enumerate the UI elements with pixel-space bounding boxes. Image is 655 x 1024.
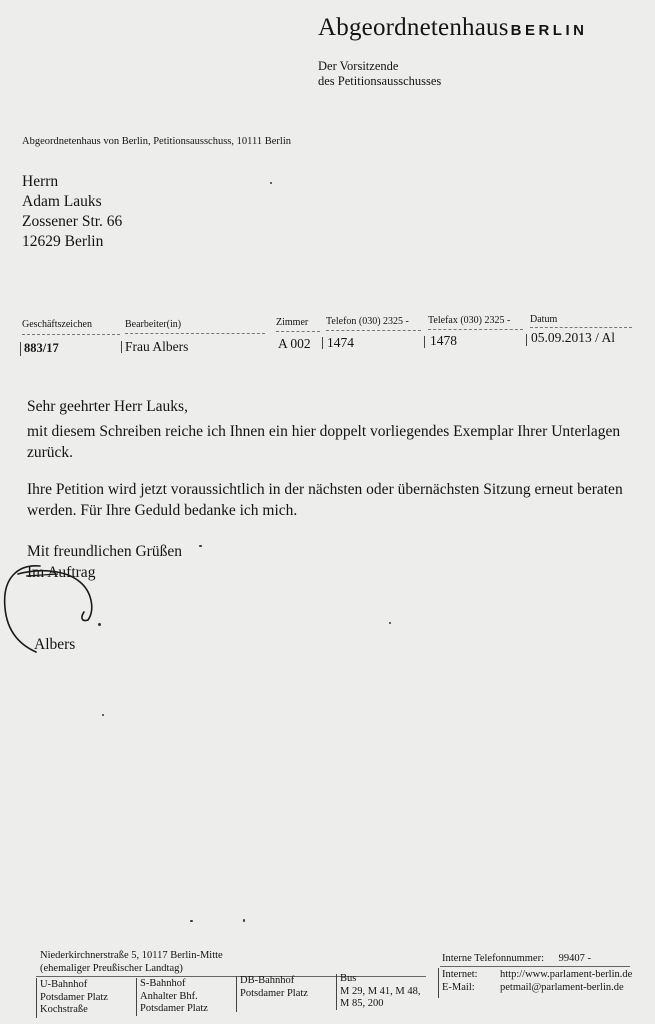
email-label: E-Mail: xyxy=(442,981,475,993)
transit-line: M 85, 200 xyxy=(340,998,384,1009)
ref-underline-fax xyxy=(428,329,523,330)
ref-value-room: A 002 xyxy=(278,336,311,351)
ref-divider xyxy=(20,342,21,356)
footer-address-line-2: (ehemaliger Preußischer Landtag) xyxy=(40,962,183,974)
recipient-name: Adam Lauks xyxy=(22,193,102,210)
brand-name: Abgeordnetenhaus xyxy=(318,14,509,41)
footer-rule xyxy=(440,966,630,967)
transit-title: DB-Bahnhof xyxy=(240,975,295,986)
letter-on-behalf: Im Auftrag xyxy=(27,564,96,581)
internet-link[interactable]: http://www.parlament-berlin.de xyxy=(500,969,633,980)
ref-value-file-no: 883/17 xyxy=(24,341,59,355)
scan-speck xyxy=(389,622,391,624)
footer-divider xyxy=(36,978,37,1018)
ref-header-room: Zimmer xyxy=(276,317,309,328)
footer-contact xyxy=(442,969,632,994)
recipient-street: Zossener Str. 66 xyxy=(22,213,123,230)
ref-value-phone: 1474 xyxy=(327,335,354,350)
ref-value-date: 05.09.2013 / Al xyxy=(531,330,616,345)
ref-header-phone: Telefon (030) 2325 - xyxy=(326,316,409,327)
brand-city: BERLIN xyxy=(510,22,588,39)
ref-value-clerk: Frau Albers xyxy=(125,339,189,354)
ref-underline-phone xyxy=(326,330,421,331)
ref-underline-date xyxy=(530,327,632,328)
ref-divider xyxy=(322,337,323,349)
ref-underline-file-no xyxy=(22,334,120,335)
office-line-1: Der Vorsitzende xyxy=(318,59,399,73)
ref-header-fax: Telefax (030) 2325 - xyxy=(428,315,511,326)
letter-signer: Albers xyxy=(34,636,76,653)
footer-transit-db-bahn xyxy=(240,975,308,1000)
internal-phone-value: 99407 - xyxy=(558,953,591,964)
ref-underline-room xyxy=(276,331,320,332)
footer-internal-phone xyxy=(442,953,591,966)
footer-address xyxy=(40,950,223,975)
letterhead-brand xyxy=(318,14,587,42)
ref-header-date: Datum xyxy=(530,314,558,325)
letter-paragraph-1: mit diesem Schreiben reiche ich Ihnen ein hier doppelt vorliegendes Exemplar Ihrer Unterlagen zurück. xyxy=(27,423,621,461)
scan-speck xyxy=(199,545,202,547)
letter-greeting: Sehr geehrter Herr Lauks, xyxy=(27,398,188,415)
ref-header-file-no: Geschäftszeichen xyxy=(22,319,92,330)
scan-speck xyxy=(190,920,193,922)
footer-transit-s-bahn xyxy=(140,978,208,1016)
recipient-address xyxy=(22,172,122,252)
ref-divider xyxy=(424,336,425,348)
sender-line: Abgeordnetenhaus von Berlin, Petitionsausschuss, 10111 Berlin xyxy=(22,136,291,147)
scan-speck xyxy=(102,714,104,716)
transit-line: M 29, M 41, M 48, xyxy=(340,985,421,997)
scan-speck xyxy=(270,182,272,184)
office-block xyxy=(318,59,441,89)
footer-transit-u-bahn xyxy=(40,979,108,1017)
internet-label: Internet: xyxy=(442,969,478,980)
ref-value-fax: 1478 xyxy=(430,333,457,348)
footer-divider xyxy=(136,978,137,1016)
transit-line: Potsdamer Platz xyxy=(240,987,308,999)
transit-title: S-Bahnhof xyxy=(140,978,186,989)
ref-header-clerk: Bearbeiter(in) xyxy=(125,319,182,330)
transit-line: Potsdamer Platz xyxy=(40,991,108,1003)
transit-title: U-Bahnhof xyxy=(40,979,88,990)
letter-closing: Mit freundlichen Grüßen xyxy=(27,543,182,560)
ref-underline-clerk xyxy=(125,333,265,334)
recipient-salutation: Herrn xyxy=(22,173,59,190)
footer-divider xyxy=(336,974,337,1010)
footer-divider xyxy=(438,968,439,998)
email-link[interactable]: petmail@parlament-berlin.de xyxy=(500,981,624,993)
transit-line: Kochstraße xyxy=(40,1004,88,1015)
internal-phone-label: Interne Telefonnummer: xyxy=(442,953,544,964)
transit-line: Anhalter Bhf. xyxy=(140,990,198,1002)
transit-line: Potsdamer Platz xyxy=(140,1003,208,1014)
footer-address-line-1: Niederkirchnerstraße 5, 10117 Berlin-Mitte xyxy=(40,950,223,961)
office-line-2: des Petitionsausschusses xyxy=(318,74,442,88)
ref-divider xyxy=(121,341,122,353)
transit-title: Bus xyxy=(340,973,357,984)
ref-divider xyxy=(526,334,527,346)
scan-speck xyxy=(243,919,245,922)
scan-speck xyxy=(98,623,101,626)
recipient-city: 12629 Berlin xyxy=(22,233,104,250)
footer-divider xyxy=(236,976,237,1012)
footer-transit-bus xyxy=(340,973,421,1011)
letter-paragraph-2: Ihre Petition wird jetzt voraussichtlich in der nächsten oder übernächsten Sitzung erneut beraten werden. Für Ihre Geduld bedanke ich mich. xyxy=(27,481,623,519)
